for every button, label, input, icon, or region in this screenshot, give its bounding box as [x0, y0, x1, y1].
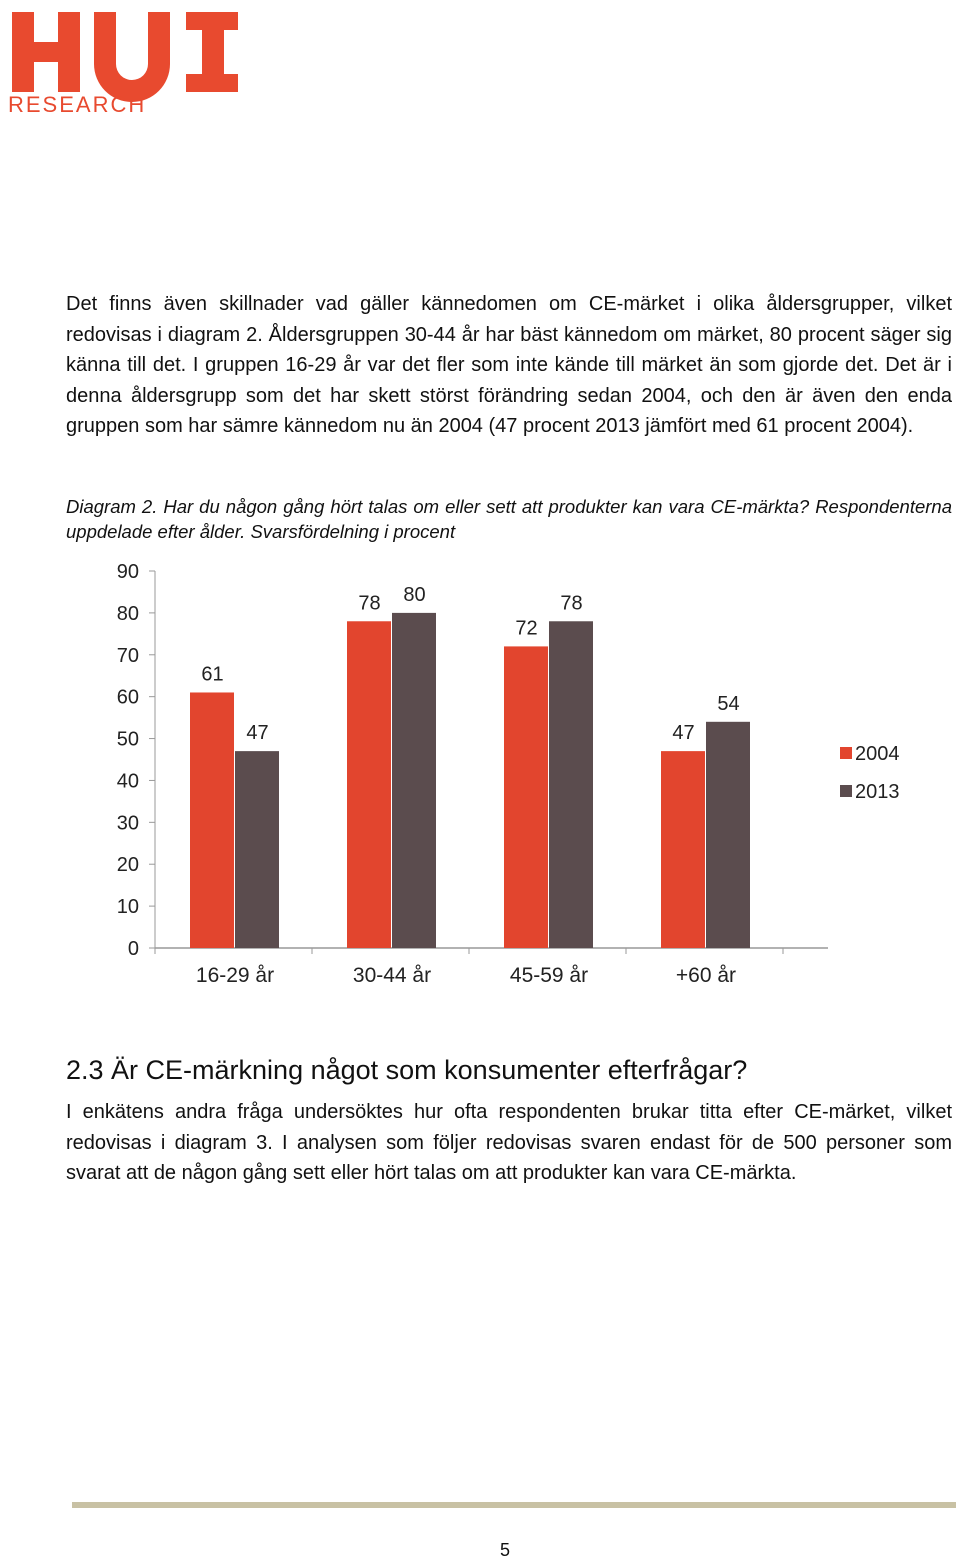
- x-category-label: 30-44 år: [352, 964, 432, 987]
- bar-2013: [392, 613, 436, 948]
- bar-value-label: 78: [358, 592, 381, 615]
- logo-subtitle: RESEARCH: [8, 92, 147, 117]
- bar-value-label: 72: [515, 617, 538, 640]
- bar-value-label: 78: [560, 592, 583, 615]
- legend-swatch-2013: [840, 785, 852, 797]
- y-tick-label: 50: [116, 728, 139, 751]
- bar-value-label: 61: [201, 663, 224, 686]
- y-tick-label: 90: [116, 561, 139, 583]
- bar-value-label: 54: [717, 692, 740, 715]
- hui-logo-mark: [12, 12, 238, 102]
- y-tick-label: 70: [116, 644, 139, 667]
- x-category-label: +60 år: [675, 964, 737, 987]
- y-tick-label: 60: [116, 686, 139, 709]
- legend-label: 2004: [855, 743, 900, 765]
- bar-value-label: 47: [672, 722, 695, 745]
- y-tick-label: 10: [116, 896, 139, 919]
- legend-label: 2013: [855, 781, 900, 803]
- bar-chart: [100, 555, 920, 995]
- bar-value-label: 47: [246, 722, 269, 745]
- y-tick-label: 80: [116, 602, 139, 625]
- x-category-label: 16-29 år: [195, 964, 275, 987]
- bar-2013: [549, 621, 593, 948]
- page-number: 5: [500, 1540, 511, 1560]
- y-tick-label: 30: [116, 812, 139, 835]
- bar-2013: [706, 722, 750, 948]
- bar-2004: [347, 621, 391, 948]
- y-tick-label: 0: [127, 938, 139, 960]
- y-tick-label: 20: [116, 854, 139, 877]
- bar-value-label: 80: [403, 583, 426, 606]
- bar-2004: [190, 692, 234, 948]
- bar-2013: [235, 751, 279, 948]
- bar-2004: [504, 646, 548, 948]
- bar-2004: [661, 751, 705, 948]
- section-heading: 2.3 Är CE-märkning något som konsumenter efterfrågar?: [66, 1055, 748, 1085]
- body-paragraph-2: I enkätens andra fråga undersöktes hur ofta respondenten brukar titta efter CE-märket, vilket redovisas i diagram 3. I analysen som följer redovisas svaren endast för de 500 personer som svarat att de någon gång sett eller hört talas om att produkter kan vara CE-märkta.: [66, 1101, 952, 1184]
- y-tick-label: 40: [116, 770, 139, 793]
- footer-rule: [72, 1502, 956, 1508]
- figure-caption: Diagram 2. Har du någon gång hört talas om eller sett att produkter kan vara CE-märkta? Respondenterna uppdelade efter ålder. Svarsfördelning i procent: [66, 496, 952, 542]
- body-paragraph-1: Det finns även skillnader vad gäller kännedomen om CE-märket i olika åldersgrupper, vilket redovisas i diagram 2. Åldersgruppen 30-44 år har bäst kännedom om märket, 80 procent säger sig känna till det. I gruppen 16-29 år var det fler som inte kände till märket än som gjorde det. Det är i denna åldersgrupp som det har skett störst förändring sedan 2004, och den är även den enda gruppen som har sämre kännedom nu än 2004 (47 procent 2013 jämfört med 61 procent 2004).: [66, 293, 952, 437]
- legend-swatch-2004: [840, 747, 852, 759]
- x-category-label: 45-59 år: [509, 964, 589, 987]
